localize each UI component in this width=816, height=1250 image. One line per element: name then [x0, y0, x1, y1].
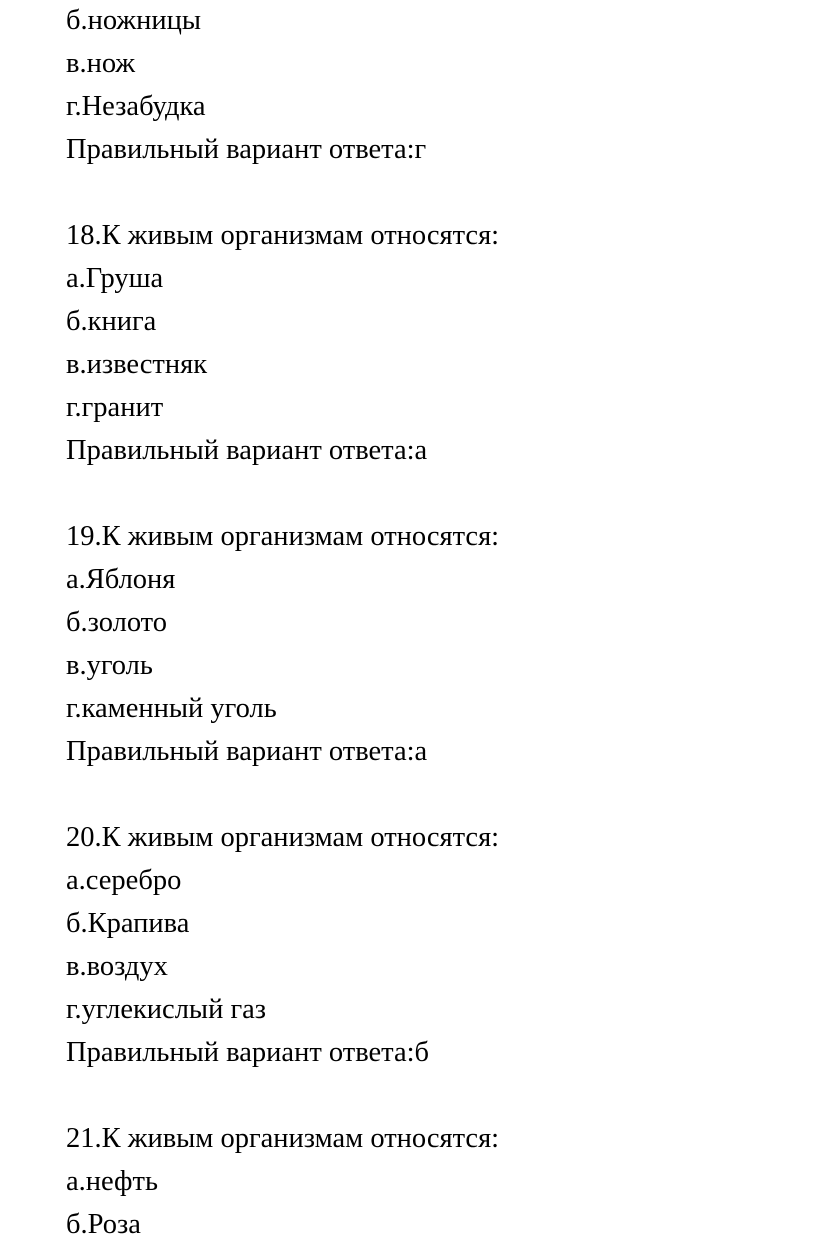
q18-option-c: в.известняк	[66, 349, 208, 380]
q20-answer: Правильный вариант ответа:б	[66, 1037, 430, 1068]
q17-option-b: б.ножницы	[66, 5, 202, 36]
q17-answer: Правильный вариант ответа:г	[66, 134, 427, 165]
q17-option-d: г.Незабудка	[66, 91, 206, 122]
q21-option-b: б.Роза	[66, 1209, 141, 1240]
q19-option-a: а.Яблоня	[66, 564, 176, 595]
q19-answer: Правильный вариант ответа:а	[66, 736, 428, 767]
q20-option-a: а.серебро	[66, 865, 182, 896]
q19-option-c: в.уголь	[66, 650, 153, 681]
q18-option-d: г.гранит	[66, 392, 164, 423]
q17-option-c: в.нож	[66, 48, 136, 79]
q19-option-b: б.золото	[66, 607, 168, 638]
q20-option-b: б.Крапива	[66, 908, 190, 939]
q18-option-a: а.Груша	[66, 263, 164, 294]
q21-question: 21.К живым организмам относятся:	[66, 1123, 500, 1154]
q20-question: 20.К живым организмам относятся:	[66, 822, 500, 853]
q20-option-d: г.углекислый газ	[66, 994, 267, 1025]
q19-question: 19.К живым организмам относятся:	[66, 521, 500, 552]
q19-option-d: г.каменный уголь	[66, 693, 277, 724]
q18-option-b: б.книга	[66, 306, 157, 337]
q21-option-a: а.нефть	[66, 1166, 158, 1197]
q18-question: 18.К живым организмам относятся:	[66, 220, 500, 251]
q18-answer: Правильный вариант ответа:а	[66, 435, 428, 466]
q20-option-c: в.воздух	[66, 951, 168, 982]
